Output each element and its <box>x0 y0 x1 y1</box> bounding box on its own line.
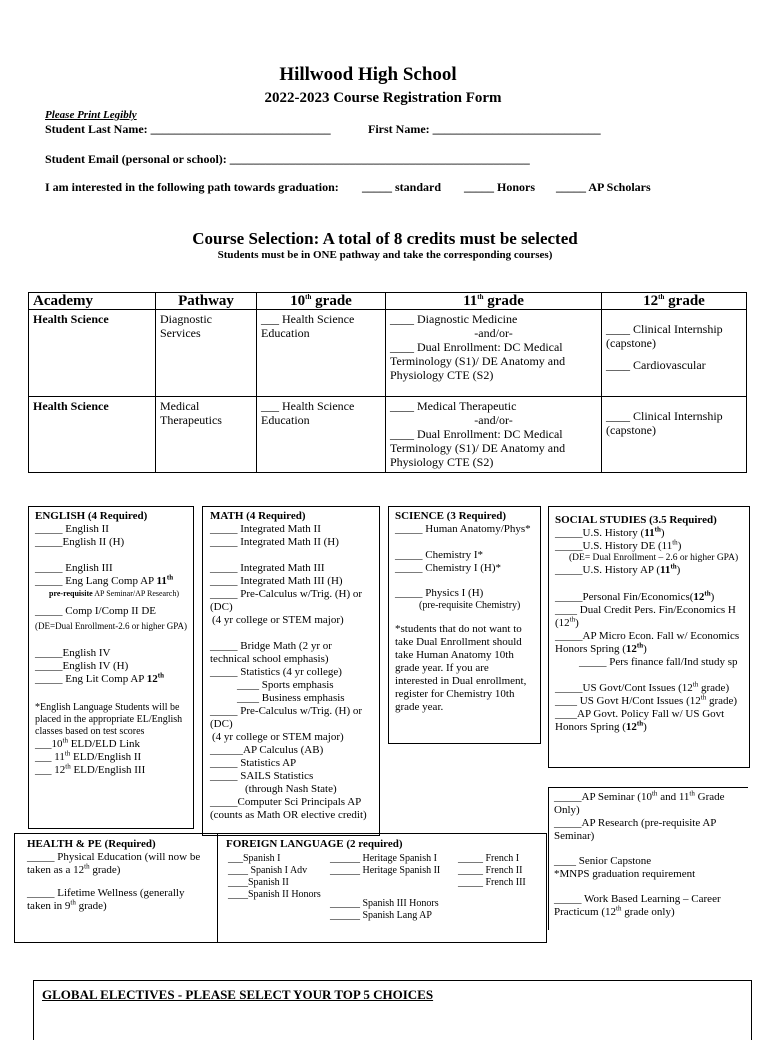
dual-enrollment-option[interactable]: ____ Dual Enrollment: DC Medical Terminology (S1)/ DE Anatomy and Physiology CTE (S2) <box>390 427 566 469</box>
math-title: MATH (4 Required) <box>210 510 306 522</box>
social-option[interactable]: _____U.S. History DE (11th) <box>555 538 682 552</box>
capstone-box <box>548 787 748 930</box>
grade11-option[interactable]: ____ Diagnostic Medicine <box>390 312 518 326</box>
social-option[interactable]: _____U.S. History (11th) <box>555 525 665 539</box>
social-option[interactable]: _____AP Micro Econ. Fall w/ Economics Honors Spring (12th) <box>555 630 740 655</box>
social-option[interactable]: _____Personal Fin/Economics(12th) <box>555 589 715 603</box>
math-note: (through Nash State) <box>245 783 337 795</box>
form-title: 2022-2023 Course Registration Form <box>264 90 502 106</box>
global-electives-title: GLOBAL ELECTIVES - PLEASE SELECT YOUR TOP 5 CHOICES <box>42 987 434 1002</box>
foreign-option[interactable]: ______ Heritage Spanish I <box>330 853 437 864</box>
english-option[interactable]: _____ Eng Lit Comp AP 12th <box>35 671 164 685</box>
path-ap-option[interactable]: _____ AP Scholars <box>556 180 651 194</box>
col-pathway: Pathway <box>156 293 257 310</box>
science-box <box>388 506 541 744</box>
col-11th: 11th grade <box>386 293 602 310</box>
col-academy: Academy <box>29 293 156 310</box>
foreign-option[interactable]: _____ French I <box>458 853 520 864</box>
social-option[interactable]: _____U.S. History AP (11th) <box>555 562 681 576</box>
health-pe-box <box>14 833 218 943</box>
english-option[interactable]: _____ English III <box>35 562 113 574</box>
table-row <box>29 310 747 397</box>
course-selection-title: Course Selection: A total of 8 credits must be selected <box>192 229 578 248</box>
grade12-cell <box>602 310 747 397</box>
science-option[interactable]: _____ Human Anatomy/Phys* <box>395 523 531 535</box>
and-or-text: -and/or- <box>474 326 513 340</box>
academy-cell: Health Science <box>29 310 156 397</box>
english-option[interactable]: ___ 11th ELD/English II <box>35 749 142 763</box>
clinical-internship-option[interactable]: ____ Clinical Internship (capstone) <box>606 409 723 437</box>
course-selection-subtitle: Students must be in ONE pathway and take the corresponding courses) <box>217 249 553 261</box>
math-option[interactable]: ______AP Calculus (AB) <box>210 744 324 756</box>
science-title: SCIENCE (3 Required) <box>395 510 507 522</box>
english-note: (DE=Dual Enrollment-2.6 or higher GPA) <box>35 621 187 631</box>
school-name: Hillwood High School <box>279 64 457 85</box>
table-row <box>29 397 747 473</box>
pathway-cell: Medical Therapeutics <box>156 397 257 473</box>
foreign-option[interactable]: ______ Heritage Spanish II <box>330 865 441 876</box>
health-option[interactable]: _____ Physical Education (will now be taken as a 12th grade) <box>27 851 201 876</box>
cardiovascular-option[interactable]: ____ Cardiovascular <box>606 358 706 372</box>
grade10-option[interactable]: ___ Health Science Education <box>257 397 386 473</box>
foreign-option[interactable]: _____ French II <box>458 865 523 876</box>
social-option[interactable]: ____ Dual Credit Pers. Fin/Economics H (12th) <box>555 604 736 629</box>
pathway-table <box>28 292 747 473</box>
foreign-option[interactable]: _____ French III <box>458 877 526 888</box>
math-option[interactable]: _____ Integrated Math III (H) <box>210 575 343 587</box>
foreign-language-box <box>217 833 547 943</box>
email-field[interactable]: Student Email (personal or school): __________________________________________________ <box>45 152 530 166</box>
math-option[interactable]: _____ Statistics AP <box>210 757 297 769</box>
social-option[interactable]: _____US Govt/Cont Issues (12th grade) <box>555 680 730 694</box>
social-note: (DE= Dual Enrollment – 2.6 or higher GPA) <box>569 553 739 563</box>
last-name-field[interactable]: Student Last Name: ______________________________ <box>45 122 331 136</box>
math-box <box>202 506 380 836</box>
col-10th: 10th grade <box>257 293 386 310</box>
math-option[interactable]: _____Computer Sci Principals AP (counts as Math OR elective credit) <box>210 796 367 821</box>
grade11-option[interactable]: ____ Medical Therapeutic <box>390 399 517 413</box>
science-note: (pre-requisite Chemistry) <box>419 600 521 611</box>
and-or-text: -and/or- <box>474 413 513 427</box>
science-option[interactable]: _____ Chemistry I* <box>395 549 483 561</box>
english-note: pre-requisite AP Seminar/AP Research) <box>49 589 179 598</box>
science-option[interactable]: _____ Physics I (H) <box>395 587 484 599</box>
print-note: Please Print Legibly <box>45 109 137 121</box>
social-option[interactable]: ____AP Govt. Policy Fall w/ US Govt Honors Spring (12th) <box>555 708 725 733</box>
social-studies-box <box>548 506 750 768</box>
spanish-column <box>228 853 321 901</box>
academy-cell: Health Science <box>29 397 156 473</box>
foreign-option[interactable]: ____ Spanish I Adv <box>228 865 308 876</box>
math-option[interactable]: _____ Pre-Calculus w/Trig. (H) or (DC) <box>210 705 363 730</box>
capstone-option[interactable]: _____AP Seminar (10th and 11th Grade Only) <box>554 789 725 816</box>
first-name-field[interactable]: First Name: ____________________________ <box>368 122 601 136</box>
path-standard-option[interactable]: _____ standard <box>362 180 442 194</box>
foreign-option[interactable]: ____Spanish II Honors <box>228 889 321 900</box>
capstone-option[interactable]: _____AP Research (pre-requisite AP Seminar) <box>554 817 717 842</box>
english-option[interactable]: ___10th ELD/ELD Link <box>35 736 141 750</box>
english-box <box>28 506 194 829</box>
math-option[interactable]: ____ Business emphasis <box>237 692 345 704</box>
math-option[interactable]: _____ Bridge Math (2 yr or technical school emphasis) <box>210 640 332 665</box>
english-option[interactable]: _____English IV <box>35 647 111 659</box>
health-option[interactable]: _____ Lifetime Wellness (generally taken in 9th grade) <box>27 887 185 912</box>
clinical-internship-option[interactable]: ____ Clinical Internship (capstone) <box>606 322 723 350</box>
math-option[interactable]: ____ Sports emphasis <box>237 679 334 691</box>
foreign-option[interactable]: ___Spanish I <box>228 853 281 864</box>
english-option[interactable]: ___ 12th ELD/English III <box>35 762 146 776</box>
heritage-column <box>330 853 440 877</box>
math-option[interactable]: _____ Statistics (4 yr college) <box>210 666 342 678</box>
social-option[interactable]: _____ Pers finance fall/Ind study sp <box>579 656 738 668</box>
english-option[interactable]: _____English IV (H) <box>35 660 129 672</box>
math-option[interactable]: _____ Integrated Math II <box>210 523 321 535</box>
math-note: (4 yr college or STEM major) <box>212 731 344 743</box>
english-el-note: *English Language Students will be placed in the appropriate EL/English classes based on test scores <box>35 702 183 737</box>
math-option[interactable]: _____ Integrated Math III <box>210 562 325 574</box>
col-12th: 12th grade <box>602 293 747 310</box>
foreign-title: FOREIGN LANGUAGE (2 required) <box>226 838 403 850</box>
grade11-cell <box>386 397 602 473</box>
english-option[interactable]: _____ Comp I/Comp II DE <box>35 605 156 617</box>
social-title: SOCIAL STUDIES (3.5 Required) <box>555 514 717 526</box>
capstone-option[interactable]: ____ Senior Capstone <box>554 855 652 867</box>
english-option[interactable]: _____ Eng Lang Comp AP 11th <box>35 573 174 587</box>
social-option[interactable]: ____ US Govt H/Cont Issues (12th grade) <box>555 693 738 707</box>
grade12-cell <box>602 397 747 473</box>
english-option[interactable]: _____English II (H) <box>35 536 125 548</box>
french-column <box>458 853 526 889</box>
foreign-option[interactable]: ______ Spanish III Honors <box>330 898 439 909</box>
global-electives-box <box>33 980 752 1040</box>
path-label: I am interested in the following path towards graduation: <box>45 180 339 194</box>
dual-enrollment-option[interactable]: ____ Dual Enrollment: DC Medical Terminology (S1)/ DE Anatomy and Physiology CTE (S2) <box>390 340 566 382</box>
english-option[interactable]: _____ English II <box>35 523 109 535</box>
math-option[interactable]: _____ SAILS Statistics <box>210 770 314 782</box>
foreign-option[interactable]: ______ Spanish Lang AP <box>330 910 432 921</box>
spanish-advanced-column <box>330 898 439 922</box>
health-title: HEALTH & PE (Required) <box>27 838 156 850</box>
grade10-option[interactable]: ___ Health Science Education <box>257 310 386 397</box>
math-option[interactable]: _____ Pre-Calculus w/Trig. (H) or (DC) <box>210 588 363 613</box>
math-note: (4 yr college or STEM major) <box>212 614 344 626</box>
capstone-note: *MNPS graduation requirement <box>554 868 696 880</box>
english-title: ENGLISH (4 Required) <box>35 510 148 522</box>
grade11-cell <box>386 310 602 397</box>
capstone-option[interactable]: _____ Work Based Learning – Career Practicum (12th grade only) <box>554 893 721 918</box>
foreign-option[interactable]: ____Spanish II <box>228 877 289 888</box>
path-honors-option[interactable]: _____ Honors <box>464 180 536 194</box>
pathway-cell: Diagnostic Services <box>156 310 257 397</box>
math-option[interactable]: _____ Integrated Math II (H) <box>210 536 339 548</box>
science-option[interactable]: _____ Chemistry I (H)* <box>395 562 502 574</box>
science-dual-note: *students that do not want to take Dual Enrollment should take Human Anatomy 10th grade year. If you are interested in Dual enrollment, register for Chemistry 10th grade year. <box>395 623 527 713</box>
